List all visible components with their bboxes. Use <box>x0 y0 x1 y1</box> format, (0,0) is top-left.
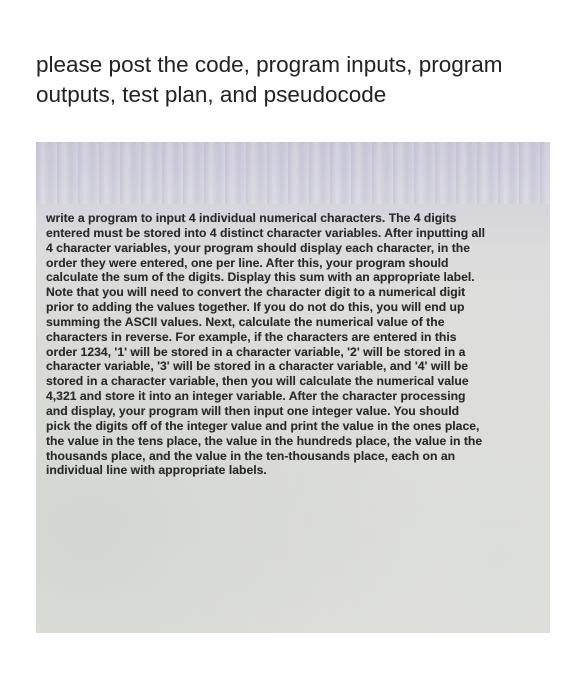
question-text: please post the code, program inputs, program outputs, test plan, and pseudocode <box>36 52 503 107</box>
assignment-photo <box>36 142 550 633</box>
assignment-text: write a program to input 4 individual numerical characters. The 4 digits entered must be stored into 4 distinct character variables. After inputting all 4 character variables, your program should display each character, in the order they were entered, one per line. After this, your program should calculate the sum of the digits. Display this sum with an appropriate label. Note that you will need to convert the character digit to a numerical digit prior to adding the values together. If you do not do this, you will end up summing the ASCII values. Next, calculate the numerical value of the characters in reverse. For example, if the characters are entered in this order 1234, '1' will be stored in a character variable, '2' will be stored in a character variable, '3' will be stored in a character variable, and '4' will be stored in a character variable, then you will calculate the numerical value 4,321 and store it into an integer variable. After the character processing and display, your program will then input one integer value. You should pick the digits off of the integer value and print the value in the ones place, the value in the tens place, the value in the hundreds place, the value in the thousands place, and the value in the ten-thousands place, each on an individual line with appropriate labels. <box>46 211 486 478</box>
photo-glare <box>36 142 550 204</box>
